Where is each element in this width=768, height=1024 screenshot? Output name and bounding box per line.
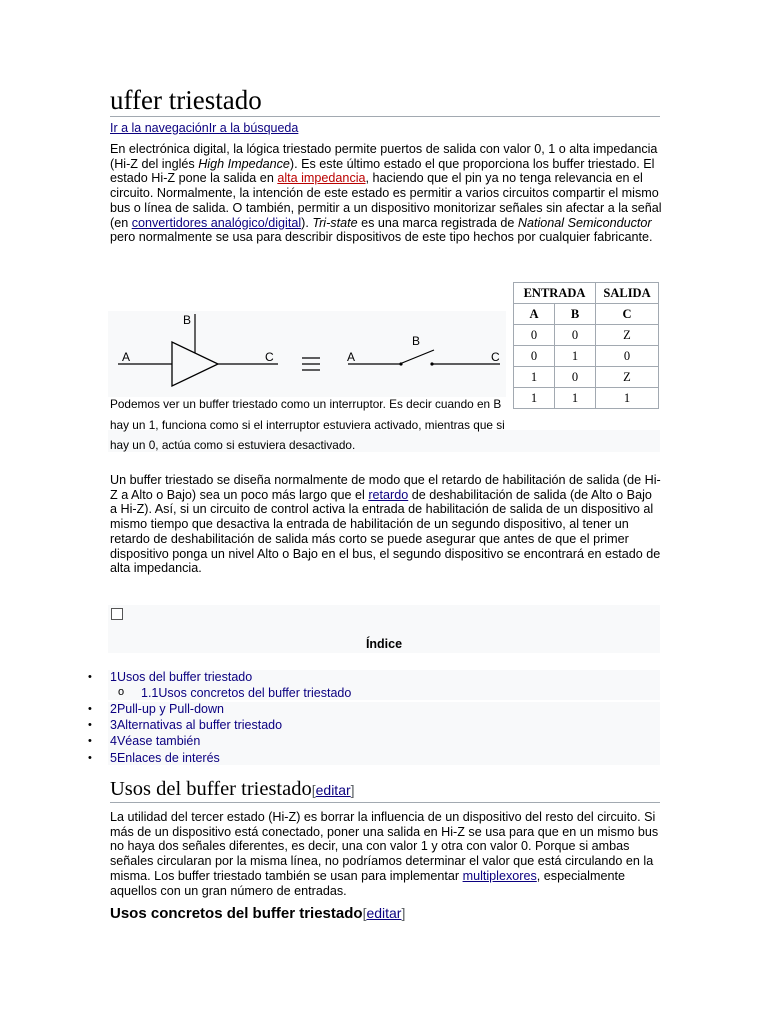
edit-subsection-link[interactable]: editar bbox=[366, 905, 402, 921]
truth-table-group-header-row bbox=[514, 283, 659, 304]
switch-label-c: C bbox=[491, 350, 500, 364]
intro-text-2: ). Es este último estado el que proporciona los buffer triestado. El estado Hi-Z pone la salida en bbox=[110, 156, 655, 186]
toc-item-2[interactable] bbox=[110, 701, 224, 717]
toc-link[interactable]: Alternativas al buffer triestado bbox=[116, 718, 283, 732]
truth-table bbox=[513, 282, 659, 409]
buffer-label-c: C bbox=[265, 350, 274, 364]
header-entrada: ENTRADA bbox=[514, 283, 596, 304]
page-title: uffer triestado bbox=[110, 85, 262, 115]
toc-number: 1 bbox=[110, 670, 117, 684]
truth-table-col-header-row bbox=[514, 304, 659, 325]
edit-bracket-close: ] bbox=[401, 905, 406, 921]
toc-item-1-1[interactable] bbox=[141, 685, 351, 701]
toc-link[interactable]: Usos concretos del buffer triestado bbox=[158, 686, 352, 700]
section-heading-usos bbox=[110, 776, 355, 803]
para2-text-1: Un buffer triestado se diseña normalmente de modo que el retardo de habilitación de salida (de Hi-Z a Alto o Bajo) sea un poco más largo que el bbox=[110, 473, 661, 502]
alta-impedancia-link[interactable]: alta impedancia bbox=[277, 171, 366, 186]
switch-lever bbox=[402, 350, 434, 363]
table-cell: Z bbox=[596, 325, 659, 346]
table-cell: Z bbox=[596, 367, 659, 388]
table-row bbox=[514, 325, 659, 346]
switch-label-a: A bbox=[347, 350, 356, 364]
switch-label-b: B bbox=[412, 334, 421, 348]
para2-text-2: de deshabilitación de salida (de Alto o Bajo a Hi-Z). Así, si un circuito de control activa la entrada de habilitación de salida de un dispositivo al mismo tiempo que desactiva la entrada de habilitación de un segundo dispositivo, al tener un retardo de deshabilitación de salida más corto se puede asegurar que antes de que el primer dispositivo ponga un nivel Alto o Bajo en el bus, el segundo dispositivo se encontrará en estado de alta impedancia. bbox=[110, 487, 661, 576]
table-cell: 0 bbox=[514, 346, 555, 367]
table-cell: 0 bbox=[596, 346, 659, 367]
table-cell: 0 bbox=[555, 367, 596, 388]
header-b: B bbox=[555, 304, 596, 325]
toc-bullet: • bbox=[88, 719, 92, 731]
goto-navigation-link[interactable]: Ir a la navegación bbox=[110, 121, 209, 135]
figure-caption: Podemos ver un buffer triestado como un interruptor. Es decir cuando en B hay un 1, funciona como si el interruptor estuviera activado, mientras que si hay un 0, actúa como si estuviera desactivado. bbox=[110, 397, 505, 452]
title-divider bbox=[110, 116, 660, 117]
buffer-label-a: A bbox=[122, 350, 131, 364]
toc-toggle-checkbox[interactable] bbox=[111, 608, 123, 620]
edit-bracket-open: [ bbox=[362, 905, 367, 921]
toc-bullet: • bbox=[88, 752, 92, 764]
buffer-label-b: B bbox=[183, 313, 192, 327]
intro-em-high-impedance: High Impedance bbox=[198, 156, 290, 171]
intro-text-3: , haciendo que el pin ya no tenga relevancia en el circuito. Normalmente, la intención de este estado es permitir a varios circuitos compartir el mismo bus o línea de salida. O también, permitir a un dispositivo monitorizar señales sin afectar a la señal (en bbox=[110, 171, 662, 230]
table-row bbox=[514, 367, 659, 388]
table-row bbox=[514, 388, 659, 409]
toc-item-1[interactable] bbox=[110, 669, 252, 685]
toc-item-5[interactable] bbox=[110, 750, 220, 766]
edit-section-link[interactable]: editar bbox=[315, 782, 351, 798]
section1-text-2: , especialmente aquellos con un gran número de entradas. bbox=[110, 868, 625, 898]
intro-em-tristate: Tri-state bbox=[312, 215, 358, 230]
toc-number: 2 bbox=[110, 702, 117, 716]
goto-search-link[interactable]: Ir a la búsqueda bbox=[208, 121, 299, 135]
intro-text-6: pero normalmente se usa para describir dispositivos de este tipo hechos por cualquier fabricante. bbox=[110, 230, 653, 245]
toc-sub-bullet: o bbox=[118, 686, 125, 698]
subsection-heading-text: Usos concretos del buffer triestado bbox=[110, 905, 363, 922]
tristate-diagram bbox=[108, 308, 508, 398]
table-cell: 1 bbox=[514, 367, 555, 388]
table-cell: 1 bbox=[596, 388, 659, 409]
header-a: A bbox=[514, 304, 555, 325]
toc-number: 5 bbox=[110, 751, 117, 765]
intro-text-1: En electrónica digital, la lógica triestado permite puertos de salida con valor 0, 1 o alta impedancia (Hi-Z del inglés bbox=[110, 142, 658, 171]
jump-links bbox=[110, 120, 298, 136]
header-c: C bbox=[596, 304, 659, 325]
toc-link[interactable]: Véase también bbox=[116, 734, 201, 748]
edit-bracket-close: ] bbox=[350, 782, 355, 798]
table-cell: 1 bbox=[514, 388, 555, 409]
toc-link[interactable]: Enlaces de interés bbox=[116, 751, 220, 765]
edit-bracket-open: [ bbox=[311, 782, 316, 798]
toc-title: Índice bbox=[365, 637, 403, 651]
toc-number: 4 bbox=[110, 734, 117, 748]
section-divider bbox=[110, 802, 660, 803]
table-cell: 1 bbox=[555, 346, 596, 367]
intro-em-national: National Semiconductor bbox=[517, 215, 652, 230]
toc-number: 3 bbox=[110, 718, 117, 732]
multiplexores-link[interactable]: multiplexores bbox=[462, 868, 537, 883]
table-cell: 0 bbox=[514, 325, 555, 346]
retardo-link[interactable]: retardo bbox=[368, 487, 409, 502]
subsection-heading-usos-concretos bbox=[110, 903, 405, 924]
paragraph-2 bbox=[110, 473, 662, 576]
table-cell: 1 bbox=[555, 388, 596, 409]
toc-item-4[interactable] bbox=[110, 733, 200, 749]
header-salida: SALIDA bbox=[596, 283, 659, 304]
toc-number: 1.1 bbox=[141, 686, 159, 700]
intro-text-5: es una marca registrada de bbox=[357, 215, 518, 230]
section-heading-text: Usos del buffer triestado bbox=[110, 778, 312, 800]
toc-bullet: • bbox=[88, 703, 92, 715]
convertidores-link[interactable]: convertidores analógico/digital bbox=[131, 215, 302, 230]
toc-link[interactable]: Pull-up y Pull-down bbox=[116, 702, 224, 716]
section1-paragraph bbox=[110, 810, 662, 898]
toc-bullet: • bbox=[88, 671, 92, 683]
table-cell: 0 bbox=[555, 325, 596, 346]
table-row bbox=[514, 346, 659, 367]
toc-bullet: • bbox=[88, 735, 92, 747]
intro-text-4: ). bbox=[301, 215, 313, 230]
intro-paragraph bbox=[110, 142, 662, 245]
toc-item-3[interactable] bbox=[110, 717, 282, 733]
section1-text-1: La utilidad del tercer estado (Hi-Z) es borrar la influencia de un dispositivo del resto del circuito. Si más de un dispositivo está conectado, poner una salida en Hi-Z se usa para que en un mismo bus no haya dos señales diferentes, es decir, una con valor 1 y otra con valor 0. Porque si ambas señales circularan por la misma línea, no podríamos determinar el valor que está circulando en la misma. Los buffer triestado también se usan para implementar bbox=[110, 810, 659, 883]
toc-link[interactable]: Usos del buffer triestado bbox=[116, 670, 253, 684]
